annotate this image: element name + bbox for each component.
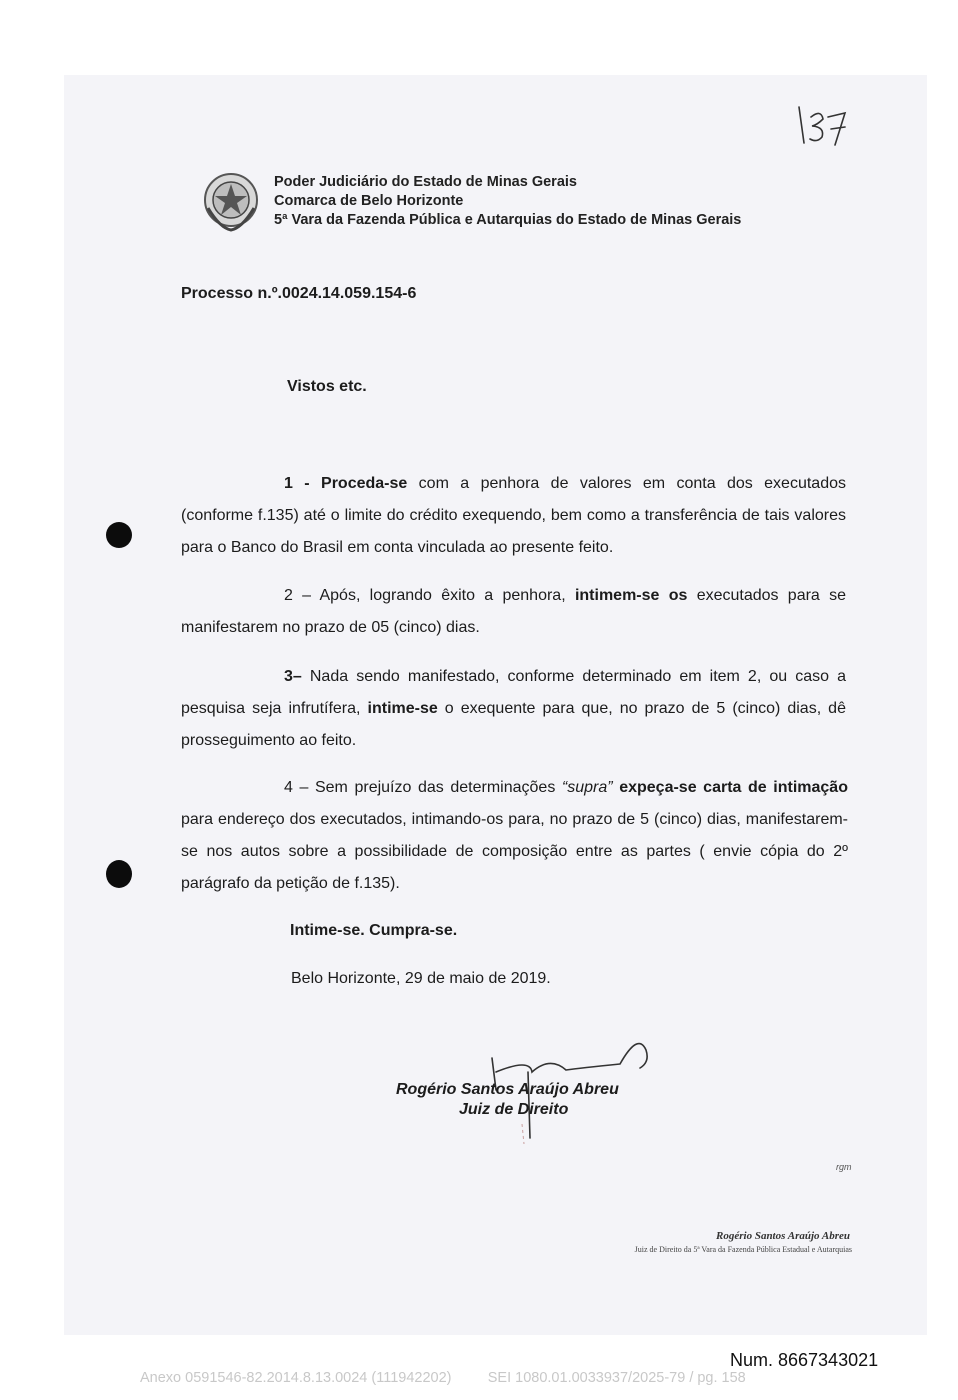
p2-bold: intimem-se os: [574, 587, 688, 604]
header-line-1: Poder Judiciário do Estado de Minas Gerais: [274, 174, 577, 190]
p1-text: com a penhora de valores em conta dos executados (conforme f.135) até o limite do crédito exequendo, bem como a transferência de tais valores para o Banco do Brasil em conta vinculada ao presente feito.: [181, 475, 846, 556]
footer-right: SEI 1080.01.0033937/2025-79 / pg. 158: [487, 1370, 746, 1386]
paragraph-3: [181, 661, 846, 757]
p1-bold: Proceda-se: [321, 475, 408, 492]
p4-bold: expeça-se carta de intimação: [619, 779, 848, 796]
opening: Vistos etc.: [287, 378, 367, 395]
p2-pre: 2 – Após, logrando êxito a penhora,: [284, 587, 566, 604]
court-header: [274, 173, 741, 230]
signer-title: Juiz de Direito: [459, 1101, 569, 1118]
paragraph-4: [181, 772, 848, 900]
p3-number: 3–: [284, 668, 302, 685]
p4-post: para endereço dos executados, intimando-os para, no prazo de 5 (cinco) dias, manifestarem-se nos autos sobre a possibilidade de composição entre as partes ( envie cópia do 2º parágrafo da petição de f.135).: [181, 811, 848, 892]
place-date: Belo Horizonte, 29 de maio de 2019.: [291, 970, 551, 987]
footer: [140, 1370, 746, 1386]
p3-post: o exequente para que, no prazo de 5 (cinco) dias, dê prosseguimento ao feito.: [181, 700, 846, 749]
closing: Intime-se. Cumpra-se.: [290, 922, 458, 939]
p2-post: executados para se manifestarem no prazo de 05 (cinco) dias.: [181, 587, 847, 636]
p3-pre: Nada sendo manifestado, conforme determinado em item 2, ou caso a pesquisa seja infrutífera,: [181, 668, 846, 717]
document-number: Num. 8667343021: [730, 1350, 879, 1370]
handwritten-page-number: [795, 95, 855, 155]
header-line-3: 5ª Vara da Fazenda Pública e Autarquias do Estado de Minas Gerais: [274, 212, 742, 228]
p4-italic: “supra”: [561, 779, 613, 796]
header-line-2: Comarca de Belo Horizonte: [274, 193, 464, 209]
process-number: Processo n.º.0024.14.059.154-6: [181, 285, 417, 302]
p1-number: 1 -: [284, 475, 310, 492]
typist-initials: rgm: [836, 1162, 852, 1172]
stamp-title: Juiz de Direito da 5ª Vara da Fazenda Pública Estadual e Autarquias: [634, 1245, 852, 1254]
coat-of-arms-icon: [200, 170, 262, 234]
punch-hole-top: [106, 522, 132, 548]
paragraph-2: [181, 580, 846, 644]
p3-bold: intime-se: [367, 700, 438, 717]
stamp-name: Rogério Santos Araújo Abreu: [716, 1230, 850, 1242]
footer-left: Anexo 0591546-82.2014.8.13.0024 (111942202): [140, 1370, 452, 1386]
p4-pre: 4 – Sem prejuízo das determinações: [284, 779, 556, 796]
signer-name: Rogério Santos Araújo Abreu: [396, 1081, 619, 1098]
paragraph-1: [181, 468, 846, 564]
punch-hole-bottom: [106, 860, 132, 888]
